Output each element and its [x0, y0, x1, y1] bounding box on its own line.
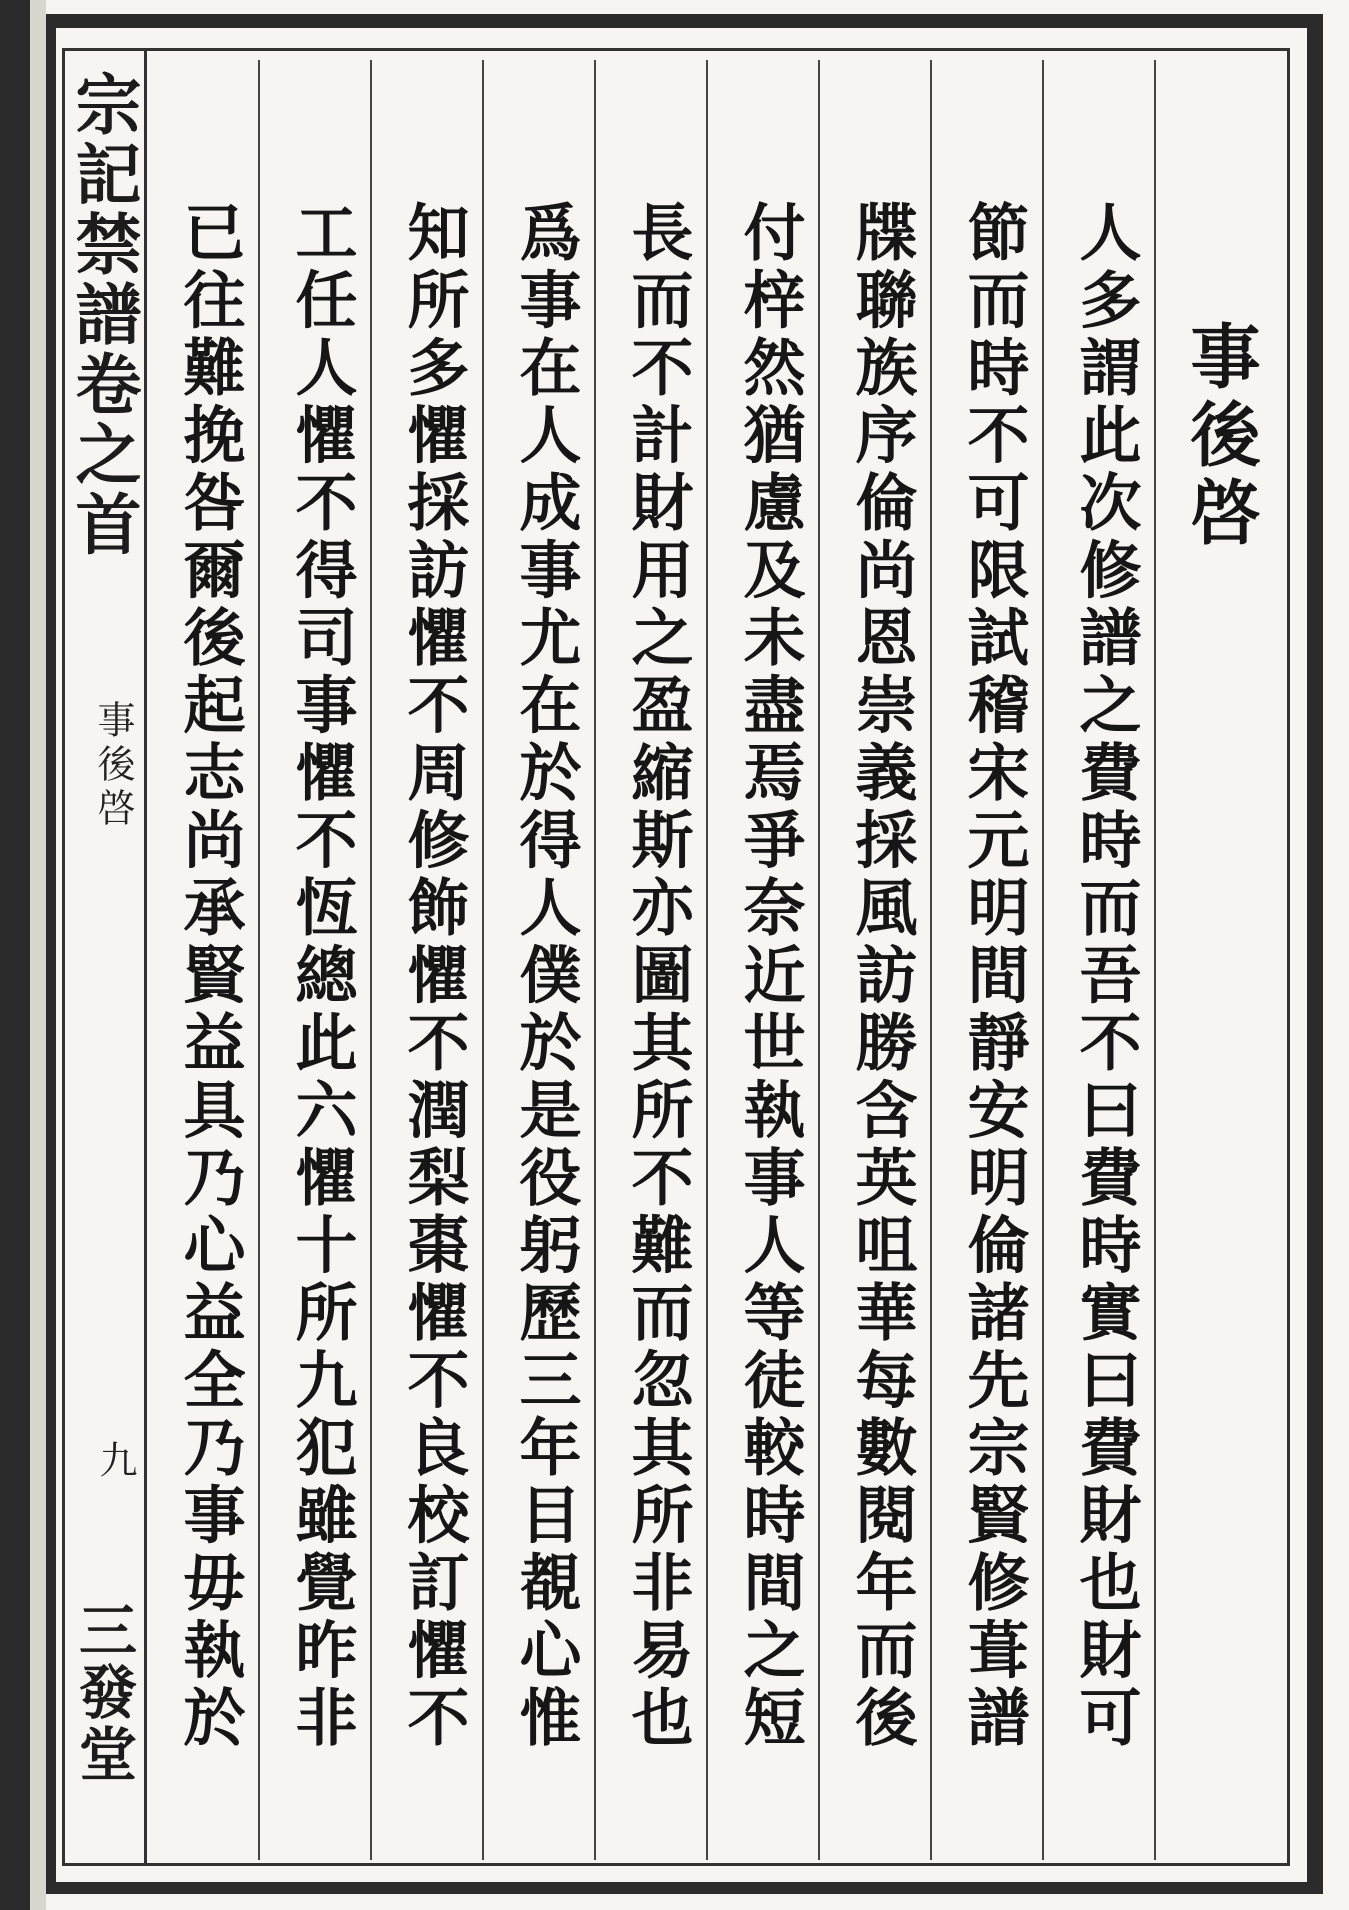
text-column-8: 工任人懼不得司事懼不恆總此六懼十所九犯雖覺昨非: [285, 200, 358, 1753]
text-column-1: 人多謂此次修譜之費時而吾不曰費時實曰費財也財可: [1069, 200, 1142, 1753]
section-heading: 事後啓: [1179, 320, 1262, 554]
text-column-7: 知所多懼採訪懼不周修飾懼不潤梨棗懼不良校訂懼不: [397, 200, 470, 1753]
hall-name: 三發堂: [69, 1600, 137, 1786]
page-number: 九: [93, 1440, 137, 1478]
text-column-4: 付梓然猶慮及未盡焉爭奈近世執事人等徒較時間之短: [733, 200, 806, 1753]
text-column-9: 已往難挽咎爾後起志尚承賢益具乃心益全乃事毋執於: [173, 200, 246, 1753]
scan-light-edge: [30, 0, 46, 1910]
book-title: 宗記禁譜卷之首: [64, 70, 142, 560]
section-label: 事後啓: [91, 700, 135, 832]
text-column-3: 牒聯族序倫尚恩崇義採風訪勝含英咀華每數閱年而後: [845, 200, 918, 1753]
scan-shadow-edge: [0, 0, 30, 1910]
text-column-6: 爲事在人成事尤在於得人僕於是役躬歷三年目覩心惟: [509, 200, 582, 1753]
text-column-2: 節而時不可限試稽宋元明間靜安明倫諸先宗賢修葺譜: [957, 200, 1030, 1753]
text-column-5: 長而不計財用之盈縮斯亦圖其所不難而忽其所非易也: [621, 200, 694, 1753]
page-center-rule: [144, 48, 147, 1866]
